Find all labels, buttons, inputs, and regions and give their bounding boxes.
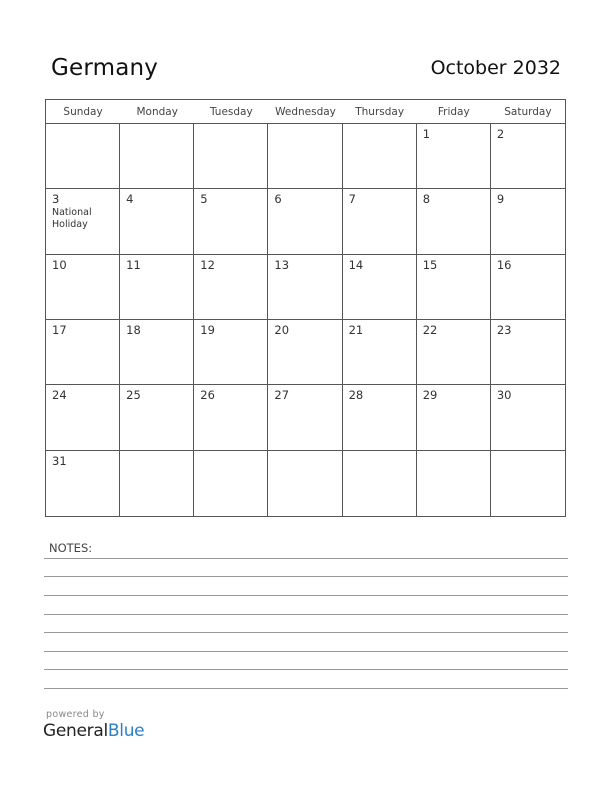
day-number: 26	[200, 388, 215, 403]
day-number: 5	[200, 192, 208, 207]
day-number: 21	[348, 323, 364, 337]
day-cell	[120, 255, 194, 320]
day-cell	[417, 320, 491, 385]
calendar-country-title: Germany	[51, 55, 159, 81]
notes-label: NOTES:	[49, 541, 93, 555]
day-cell	[46, 320, 120, 385]
day-number: 16	[496, 257, 512, 272]
day-cell	[268, 320, 342, 385]
powered-by-text: powered by	[46, 709, 105, 720]
day-cell	[491, 385, 565, 450]
day-cell	[194, 124, 268, 189]
day-cell	[343, 385, 417, 450]
day-number: 20	[274, 323, 290, 337]
day-cell	[120, 385, 194, 450]
day-cell	[46, 451, 120, 516]
day-number: 10	[52, 257, 67, 272]
day-cell	[417, 255, 491, 320]
weekday-header-sunday: Sunday	[63, 106, 103, 118]
day-grid	[46, 124, 565, 516]
day-cell	[120, 189, 194, 254]
day-number: 14	[348, 257, 364, 272]
note-line	[44, 632, 568, 633]
day-number: 25	[126, 388, 141, 403]
day-number: 30	[496, 388, 512, 403]
day-number: 6	[274, 192, 282, 207]
day-cell	[120, 124, 194, 189]
day-cell	[343, 189, 417, 254]
day-cell	[46, 255, 120, 320]
day-cell	[194, 320, 268, 385]
day-cell	[268, 189, 342, 254]
weekday-header-thursday: Thursday	[355, 106, 405, 118]
note-line	[44, 614, 568, 615]
day-number: 15	[422, 257, 438, 272]
day-number: 28	[348, 388, 364, 403]
note-line	[44, 558, 568, 559]
calendar-grid	[45, 99, 566, 517]
day-cell	[343, 451, 417, 516]
day-number: 19	[200, 323, 215, 337]
day-cell	[268, 451, 342, 516]
day-number: 27	[274, 388, 290, 403]
note-line	[44, 651, 568, 652]
day-number: 22	[422, 323, 438, 337]
day-number: 31	[52, 453, 67, 468]
weekday-header-saturday: Saturday	[504, 106, 552, 118]
note-line	[44, 595, 568, 596]
day-cell	[491, 255, 565, 320]
day-cell	[417, 189, 491, 254]
day-cell	[491, 189, 565, 254]
day-number: 3	[52, 192, 60, 207]
day-number: 4	[126, 192, 134, 207]
weekday-header-friday: Friday	[437, 106, 470, 118]
day-cell	[120, 451, 194, 516]
note-line	[44, 576, 568, 577]
weekday-header-row	[46, 100, 565, 124]
day-cell	[194, 385, 268, 450]
day-number: 8	[422, 192, 431, 207]
day-number: 2	[496, 127, 505, 141]
day-number: 13	[274, 257, 290, 272]
day-number: 9	[496, 192, 505, 207]
day-cell	[343, 124, 417, 189]
day-cell	[343, 320, 417, 385]
day-number: 1	[422, 127, 431, 141]
day-number: 12	[200, 257, 215, 272]
day-cell	[46, 189, 120, 254]
day-cell	[268, 385, 342, 450]
brand-blue-text: Blue	[107, 721, 145, 741]
day-cell	[194, 189, 268, 254]
day-number: 23	[496, 323, 512, 337]
day-cell	[491, 320, 565, 385]
day-number: 7	[348, 192, 356, 207]
day-number: 29	[422, 388, 438, 403]
holiday-label: National Holiday	[52, 207, 92, 231]
day-cell	[46, 385, 120, 450]
weekday-header-monday: Monday	[136, 106, 178, 118]
day-cell	[268, 124, 342, 189]
day-cell	[194, 255, 268, 320]
brand-general-text: General	[43, 721, 108, 741]
day-cell	[417, 451, 491, 516]
day-number: 24	[52, 388, 67, 403]
generalblue-logo[interactable]	[43, 721, 144, 741]
day-cell	[417, 385, 491, 450]
weekday-header-wednesday: Wednesday	[275, 106, 336, 118]
note-line	[44, 688, 568, 689]
note-line	[44, 669, 568, 670]
day-cell	[268, 255, 342, 320]
day-cell	[120, 320, 194, 385]
calendar-month-title: October 2032	[430, 57, 561, 79]
day-cell	[491, 451, 565, 516]
day-number: 17	[52, 323, 67, 337]
day-cell	[46, 124, 120, 189]
day-number: 18	[126, 323, 141, 337]
weekday-header-tuesday: Tuesday	[209, 106, 253, 118]
day-cell	[417, 124, 491, 189]
day-cell	[194, 451, 268, 516]
day-number: 11	[126, 257, 141, 272]
day-cell	[491, 124, 565, 189]
day-cell	[343, 255, 417, 320]
